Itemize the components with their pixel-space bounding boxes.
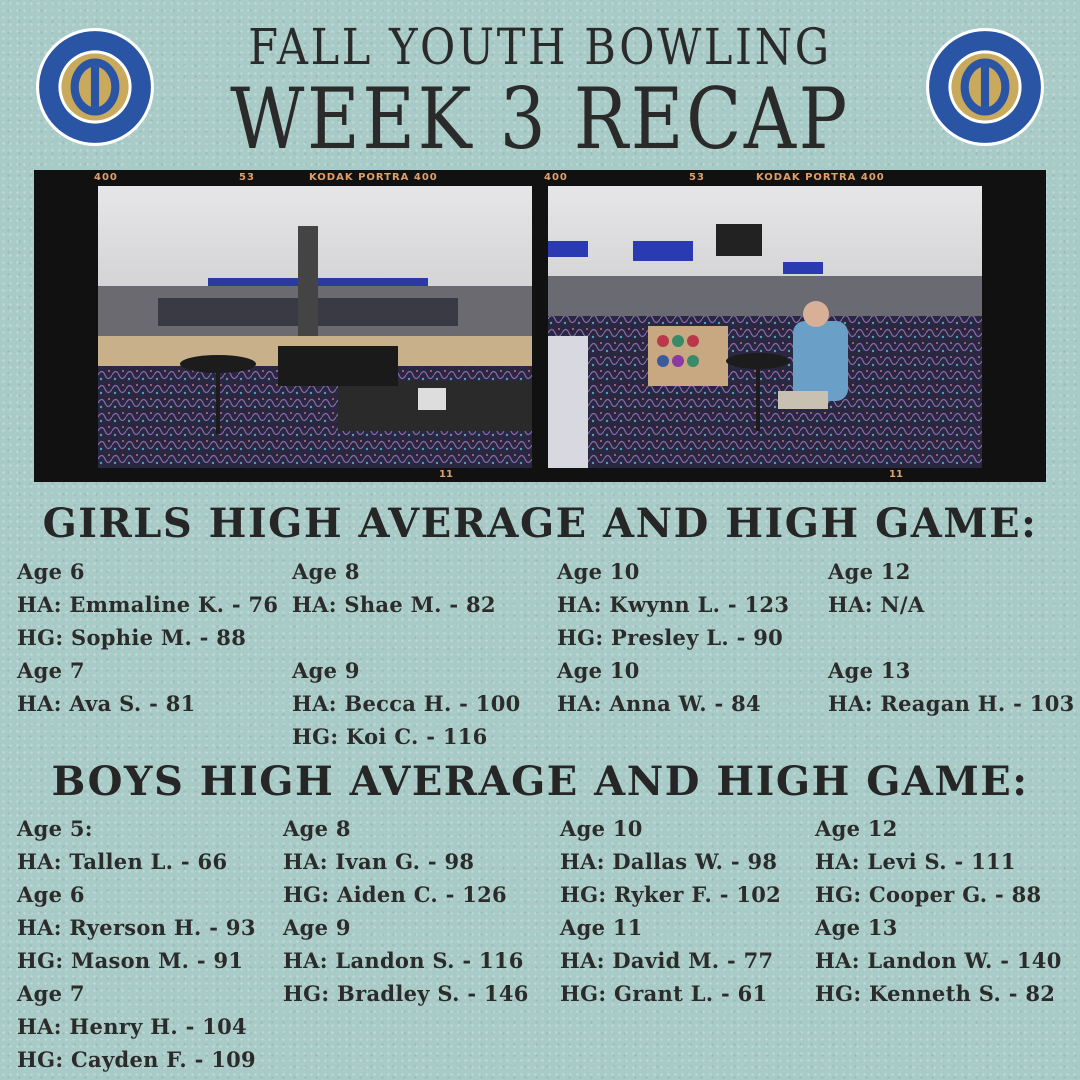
girls-col2-line-1: Age 8 — [292, 559, 360, 584]
girls-col1-line-2: HA: Emmaline K. - 76 — [17, 592, 279, 617]
girls-column-1 — [17, 555, 278, 720]
boys-col1-line-7: HA: Henry H. - 104 — [17, 1014, 247, 1039]
girls-col4-line-1: Age 12 — [828, 559, 911, 584]
boys-col1-line-5: HG: Mason M. - 91 — [17, 948, 244, 973]
film-label-left: 400 — [94, 172, 118, 183]
girls-col4-line-3 — [828, 621, 1075, 654]
boys-col1-line-3: Age 6 — [17, 882, 85, 907]
boys-col2-line-1: Age 8 — [283, 816, 351, 841]
boys-col3-line-2: HA: Dallas W. - 98 — [560, 849, 778, 874]
girls-column-4 — [828, 555, 1075, 720]
boys-col4-line-1: Age 12 — [815, 816, 898, 841]
boys-col2-line-6: HG: Bradley S. - 146 — [283, 981, 529, 1006]
girls-col3-line-3: HG: Presley L. - 90 — [557, 625, 784, 650]
boys-column-3 — [560, 812, 781, 1010]
boys-col4-line-2: HA: Levi S. - 111 — [815, 849, 1016, 874]
girls-column-2 — [292, 555, 521, 753]
girls-col1-line-4: Age 7 — [17, 658, 85, 683]
girls-col3-line-5: HA: Anna W. - 84 — [557, 691, 761, 716]
boys-section-heading: BOYS HIGH AVERAGE AND HIGH GAME: — [51, 758, 1029, 805]
boys-column-1 — [17, 812, 256, 1076]
boys-column-4 — [815, 812, 1062, 1010]
girls-col4-line-4: Age 13 — [828, 658, 911, 683]
boys-column-2 — [283, 812, 529, 1010]
boys-col3-line-4: Age 11 — [560, 915, 643, 940]
bowling-alley-photo-2 — [548, 186, 982, 468]
boys-col1-line-6: Age 7 — [17, 981, 85, 1006]
film-strip-photos — [34, 170, 1046, 482]
title-line-1: FALL YOUTH BOWLING — [248, 18, 832, 76]
boys-col2-line-2: HA: Ivan G. - 98 — [283, 849, 475, 874]
girls-col1-line-5: HA: Ava S. - 81 — [17, 691, 196, 716]
boys-col1-line-1: Age 5: — [17, 816, 93, 841]
boys-col4-line-5: HA: Landon W. - 140 — [815, 948, 1062, 973]
film-bottom-number-right: 11 — [889, 469, 903, 480]
girls-col1-line-1: Age 6 — [17, 559, 85, 584]
boys-col1-line-8: HG: Cayden F. - 109 — [17, 1047, 256, 1072]
film-frame-number-left: 53 — [239, 172, 255, 183]
boys-col3-line-6: HG: Grant L. - 61 — [560, 981, 768, 1006]
girls-col2-line-5: HA: Becca H. - 100 — [292, 691, 521, 716]
film-label-right: 400 — [544, 172, 568, 183]
title-line-2: WEEK 3 RECAP — [230, 70, 850, 168]
girls-col3-line-4: Age 10 — [557, 658, 640, 683]
boys-col4-line-4: Age 13 — [815, 915, 898, 940]
film-frame-number-right: 53 — [689, 172, 705, 183]
boys-col4-line-3: HG: Cooper G. - 88 — [815, 882, 1042, 907]
boys-col3-line-1: Age 10 — [560, 816, 643, 841]
girls-col2-line-2: HA: Shae M. - 82 — [292, 592, 496, 617]
boys-col2-line-4: Age 9 — [283, 915, 351, 940]
boys-col2-line-3: HG: Aiden C. - 126 — [283, 882, 507, 907]
girls-col3-line-2: HA: Kwynn L. - 123 — [557, 592, 790, 617]
girls-col1-line-3: HG: Sophie M. - 88 — [17, 625, 247, 650]
girls-section-heading: GIRLS HIGH AVERAGE AND HIGH GAME: — [42, 500, 1038, 547]
girls-col4-line-5: HA: Reagan H. - 103 — [828, 691, 1075, 716]
boys-col2-line-5: HA: Landon S. - 116 — [283, 948, 524, 973]
boys-col1-line-4: HA: Ryerson H. - 93 — [17, 915, 256, 940]
girls-column-3 — [557, 555, 789, 720]
boys-col3-line-3: HG: Ryker F. - 102 — [560, 882, 782, 907]
bowling-alley-photo-1 — [98, 186, 532, 468]
boys-col1-line-2: HA: Tallen L. - 66 — [17, 849, 228, 874]
film-name-right: KODAK PORTRA 400 — [756, 172, 885, 183]
film-bottom-number-left: 11 — [439, 469, 453, 480]
girls-col2-line-4: Age 9 — [292, 658, 360, 683]
film-name-left: KODAK PORTRA 400 — [309, 172, 438, 183]
girls-col2-line-6: HG: Koi C. - 116 — [292, 724, 488, 749]
girls-col3-line-1: Age 10 — [557, 559, 640, 584]
girls-col2-line-3 — [292, 621, 521, 654]
girls-col4-line-2: HA: N/A — [828, 592, 925, 617]
boys-col3-line-5: HA: David M. - 77 — [560, 948, 774, 973]
boys-col4-line-6: HG: Kenneth S. - 82 — [815, 981, 1056, 1006]
